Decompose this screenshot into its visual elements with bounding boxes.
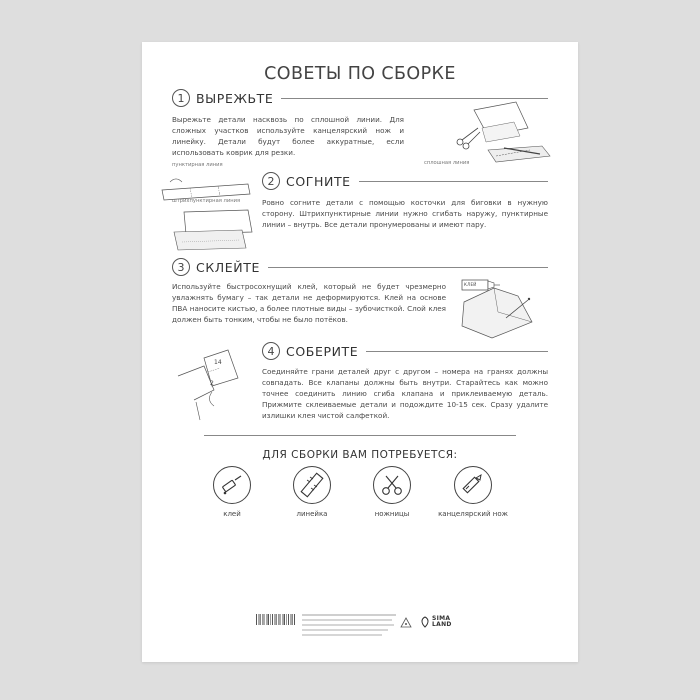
recycle-icon bbox=[400, 617, 412, 629]
divider-line bbox=[268, 267, 548, 268]
brand-logo bbox=[420, 616, 452, 628]
scissors-icon bbox=[457, 128, 480, 149]
glue-tube-label: КЛЕЙ bbox=[464, 282, 477, 287]
tool-scissors bbox=[366, 466, 418, 519]
brand-line-2: LAND bbox=[432, 621, 452, 628]
tool-label: линейка bbox=[296, 510, 328, 518]
folding-illustration bbox=[156, 160, 260, 256]
fine-print bbox=[302, 614, 398, 639]
step-number: 3 bbox=[172, 258, 190, 276]
utility-knife-icon bbox=[454, 466, 492, 504]
step-4-text: Соединяйте грани деталей друг с другом – номера на гранях должны совпадать. Все клапаны должны быть внутри. Старайтесь как можно точнее соединить линию сгиба клапана и приклеиваемую деталь. Прижмите склеиваемые детали и подождите 10-15 сек. Сразу удалите излишки клея чистой салфеткой. bbox=[262, 367, 548, 420]
step-title: СОБЕРИТЕ bbox=[286, 343, 359, 359]
barcode-image bbox=[256, 614, 296, 628]
glue-icon bbox=[213, 466, 251, 504]
tool-label: ножницы bbox=[374, 510, 410, 518]
instruction-sheet bbox=[142, 42, 578, 662]
step-number: 1 bbox=[172, 89, 190, 107]
tools-title: ДЛЯ СБОРКИ ВАМ ПОТРЕБУЕТСЯ: bbox=[262, 449, 458, 461]
step-1-text: Вырежьте детали насквозь по сплошной линии. Для сложных участков используйте канцелярский нож и линейку. Детали будут более аккуратные, если использовать коврик для резки. bbox=[172, 115, 404, 157]
label-solid-line: сплошная линия bbox=[424, 160, 470, 166]
tool-ruler bbox=[286, 466, 338, 519]
assembly-number-a: 14 bbox=[214, 359, 222, 366]
divider-line bbox=[366, 351, 548, 352]
tool-label: клей bbox=[223, 510, 241, 518]
step-title: ВЫРЕЖЬТЕ bbox=[196, 90, 274, 106]
brand-line-1: SIMA bbox=[432, 615, 451, 622]
step-3-text: Используйте быстросохнущий клей, который не будет чрезмерно увлажнять бумагу – так детали не деформируются. Клей на основе ПВА наносите кистью, а более плотные виды – зубочисткой. Слой клея должен быть тонким, чтобы не было потёков. bbox=[172, 282, 446, 324]
assembly-number-b: 2 bbox=[210, 380, 214, 387]
ruler-icon bbox=[293, 466, 331, 504]
label-dotted-line: пунктирная линия bbox=[172, 162, 223, 168]
step-title: СОГНИТЕ bbox=[286, 173, 351, 189]
assembly-illustration bbox=[164, 342, 252, 422]
step-number: 4 bbox=[262, 342, 280, 360]
step-4-header bbox=[262, 340, 548, 362]
page-title: СОВЕТЫ ПО СБОРКЕ bbox=[264, 64, 456, 84]
tool-label: канцелярский нож bbox=[438, 510, 508, 518]
scissors-icon bbox=[373, 466, 411, 504]
tool-glue bbox=[206, 466, 258, 519]
tool-utility-knife bbox=[438, 466, 508, 519]
label-dashdot-line: штрихпунктирная линия bbox=[172, 198, 241, 204]
step-number: 2 bbox=[262, 172, 280, 190]
brand-mark-icon bbox=[420, 616, 430, 628]
cutting-illustration bbox=[444, 98, 554, 168]
step-title: СКЛЕЙТЕ bbox=[196, 259, 260, 275]
step-2-text: Ровно согните детали с помощью косточки для биговки в нужную сторону. Штрихпунктирные линии нужно сгибать наружу, пунктирные линии – внутрь. Все детали пронумерованы и имеют пару. bbox=[262, 198, 548, 229]
step-2-header bbox=[262, 170, 548, 192]
tools-divider bbox=[204, 435, 516, 436]
divider-line bbox=[359, 181, 548, 182]
